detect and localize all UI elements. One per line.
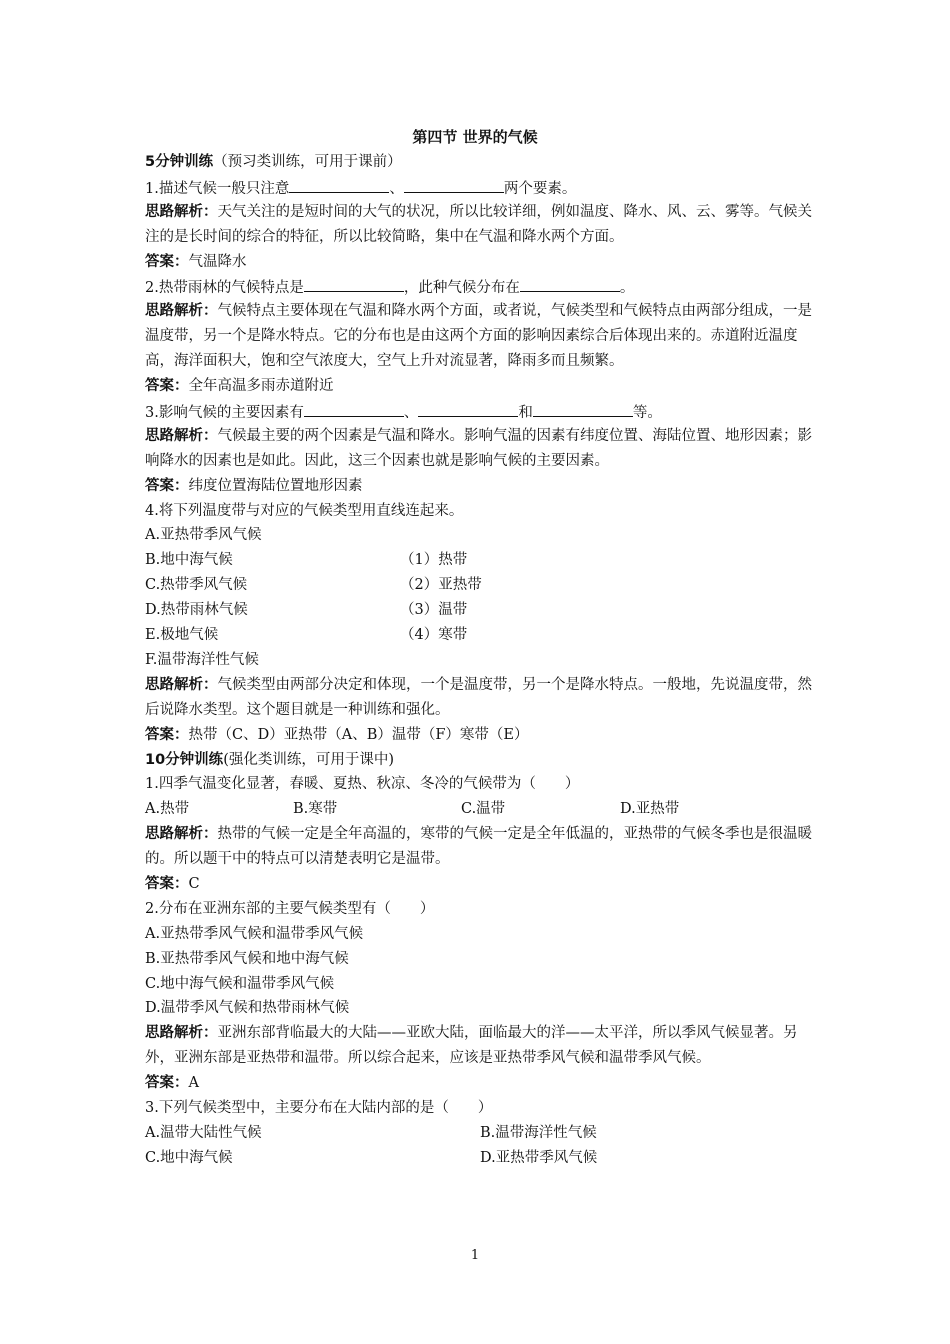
answer-label: 答案： — [145, 1075, 189, 1092]
answer-p1 — [145, 872, 815, 897]
question-p1: 1.四季气温变化显著，春暖、夏热、秋凉、冬冷的气候带为（ ） — [145, 776, 580, 793]
answer-1 — [145, 250, 815, 275]
answer-blank — [533, 399, 633, 417]
analysis-label: 思路解析： — [145, 303, 218, 320]
separator: 、 — [403, 404, 419, 421]
analysis-text: 热带的气候一定是全年高温的，寒带的气候一定是全年低温的，亚热带的气候冬季也是很温暖的。所以题干中的特点可以清楚表明它是温带。 — [145, 826, 812, 868]
section-label: 10分钟训练 — [145, 751, 224, 768]
analysis-text: 气候最主要的两个因素是气温和降水。影响气温的因素有纬度位置、海陆位置、地形因素；影响降水的因素也是如此。因此，这三个因素也就是影响气候的主要因素。 — [145, 427, 812, 469]
question-text: 两个要素。 — [503, 180, 577, 197]
question-1 — [145, 175, 815, 200]
option: A.温带大陆性气候 — [145, 1124, 262, 1141]
analysis-text: 天气关注的是短时间的大气的状况，所以比较详细，例如温度、降水、风、云、雾等。气候关注的是长时间的综合的特征，所以比较简略，集中在气温和降水两个方面。 — [145, 203, 812, 245]
analysis-text: 亚洲东部背临最大的大陆——亚欧大陆，面临最大的洋——太平洋，所以季风气候显著。另外，亚洲东部是亚热带和温带。所以综合起来，应该是亚热带季风气候和温带季风气候。 — [145, 1025, 798, 1067]
answer-text: A — [188, 1075, 199, 1092]
question-2 — [145, 274, 815, 299]
match-left-item: C.热带季风气候 — [145, 577, 248, 594]
separator: 、 — [389, 180, 404, 197]
answer-blank — [418, 399, 518, 417]
question-3 — [145, 399, 815, 424]
match-row — [145, 573, 815, 598]
match-right-item: （1）热带 — [400, 552, 468, 569]
question-p3: 3.下列气候类型中，主要分布在大陆内部的是（ ） — [145, 1100, 493, 1117]
match-row — [145, 598, 815, 623]
answer-label: 答案： — [145, 253, 189, 270]
answer-p2 — [145, 1071, 815, 1096]
answer-text: 热带（C、D）亚热带（A、B）温带（F）寒带（E） — [188, 726, 529, 743]
answer-blank — [404, 175, 504, 193]
option: A.热带 — [145, 801, 190, 818]
answer-3 — [145, 474, 815, 499]
section-note: (强化类训练，可用于课中) — [223, 751, 395, 768]
match-right-item: （4）寒带 — [400, 627, 468, 644]
answer-blank — [304, 274, 404, 292]
question-text: 。 — [619, 280, 635, 297]
match-left-item: D.热带雨林气候 — [145, 602, 248, 619]
answer-label: 答案： — [145, 378, 189, 395]
option: D.亚热带 — [620, 801, 680, 818]
question-p2: 2.分布在亚洲东部的主要气候类型有（ ） — [145, 900, 435, 917]
question-4: 4.将下列温度带与对应的气候类型用直线连起来。 — [145, 502, 464, 519]
question-text: 1.描述气候一般只注意 — [145, 180, 290, 197]
question-text: 2.热带雨林的气候特点是 — [145, 280, 304, 297]
match-left-item: E.极地气候 — [145, 627, 219, 644]
section-heading-5min — [145, 150, 815, 175]
analysis-label: 思路解析： — [145, 676, 218, 693]
answer-blank — [289, 175, 389, 193]
match-left-item: B.地中海气候 — [145, 552, 233, 569]
option: C.温带 — [461, 801, 506, 818]
page-number: 1 — [470, 1248, 480, 1263]
analysis-text: 气候特点主要体现在气温和降水两个方面，或者说，气候类型和气候特点由两部分组成，一是温度带，另一个是降水特点。它的分布也是由这两个方面的影响因素综合后体现出来的。赤道附近温度高，海洋面积大，饱和空气浓度大，空气上升对流显著，降雨多而且频繁。 — [145, 303, 812, 370]
page-title: 第四节 世界的气候 — [412, 128, 538, 146]
match-right-item: （2）亚热带 — [400, 577, 482, 594]
options-row — [145, 797, 815, 822]
answer-blank — [304, 399, 404, 417]
document-body — [145, 150, 815, 1171]
analysis-label: 思路解析： — [145, 203, 218, 220]
analysis-1 — [145, 200, 815, 250]
options-row — [145, 1121, 815, 1146]
option: D.温带季风气候和热带雨林气候 — [145, 1000, 350, 1017]
analysis-4 — [145, 673, 815, 723]
option: C.地中海气候 — [145, 1149, 233, 1166]
answer-label: 答案： — [145, 726, 189, 743]
answer-text: 全年高温多雨赤道附近 — [188, 378, 334, 395]
match-left-item: A.亚热带季风气候 — [145, 527, 262, 544]
answer-2 — [145, 374, 815, 399]
section-note: （预习类训练，可用于课前） — [213, 154, 402, 170]
match-row — [145, 648, 815, 673]
question-text: ，此种气候分布在 — [403, 280, 520, 297]
option: B.亚热带季风气候和地中海气候 — [145, 950, 349, 967]
match-row — [145, 548, 815, 573]
question-text: 等。 — [632, 404, 662, 421]
analysis-label: 思路解析： — [145, 427, 218, 444]
options-row — [145, 1146, 815, 1171]
separator: 和 — [518, 404, 533, 421]
match-row — [145, 623, 815, 648]
answer-text: 气温降水 — [188, 253, 247, 270]
question-text: 3.影响气候的主要因素有 — [145, 404, 304, 421]
answer-blank — [520, 274, 620, 292]
option: D.亚热带季风气候 — [480, 1149, 598, 1166]
section-label: 5分钟训练 — [145, 154, 214, 170]
analysis-2 — [145, 299, 815, 374]
match-right-item: （3）温带 — [400, 602, 468, 619]
answer-label: 答案： — [145, 477, 189, 494]
analysis-label: 思路解析： — [145, 826, 218, 843]
option: B.寒带 — [293, 801, 338, 818]
analysis-p1 — [145, 822, 815, 872]
match-left-item: F.温带海洋性气候 — [145, 651, 259, 668]
option: A.亚热带季风气候和温带季风气候 — [145, 925, 364, 942]
match-row — [145, 523, 815, 548]
analysis-text: 气候类型由两部分决定和体现，一个是温度带，另一个是降水特点。一般地，先说温度带，然后说降水类型。这个题目就是一种训练和强化。 — [145, 676, 812, 718]
answer-text: 纬度位置海陆位置地形因素 — [188, 477, 363, 494]
answer-label: 答案： — [145, 876, 189, 892]
option: B.温带海洋性气候 — [480, 1124, 597, 1141]
analysis-3 — [145, 424, 815, 474]
answer-text: C — [188, 876, 200, 892]
answer-4 — [145, 723, 815, 748]
analysis-p2 — [145, 1021, 815, 1071]
option: C.地中海气候和温带季风气候 — [145, 975, 335, 992]
analysis-label: 思路解析： — [145, 1025, 218, 1042]
section-heading-10min — [145, 748, 815, 773]
